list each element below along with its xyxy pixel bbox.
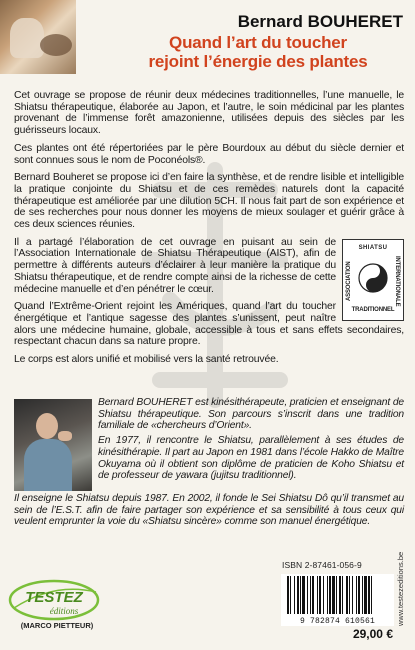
barcode-bar (364, 576, 367, 614)
bio-paragraph: Il enseigne le Shiatsu depuis 1987. En 2002, il fonde le Sei Shiatsu Dô qu’il transmet au sein de l’E.S.T. afin de faire partager son expérience et sa sensibilité à tous ceux qui veulent emprunter la voie du «Shiatsu sincère» comme son manuel énergétique. (14, 493, 404, 528)
author-hand (58, 431, 72, 441)
barcode-bar (323, 576, 324, 614)
association-logo (342, 239, 404, 321)
barcode-bars (287, 576, 388, 614)
barcode-bar (329, 576, 331, 614)
barcode-bar (346, 576, 348, 614)
barcode-bar (362, 576, 363, 614)
barcode-bar (319, 576, 321, 614)
description-paragraph: Ces plantes ont été répertoriées par le père Bourdoux au début du siècle dernier et sont connues sous le nom de Poconéols®. (14, 142, 404, 166)
publisher-logo-sub: éditions (49, 606, 79, 616)
barcode-bar (332, 576, 335, 614)
publisher-note: (MARCO PIETTEUR) (20, 621, 94, 630)
isbn: ISBN 2-87461-056-9 (282, 560, 362, 570)
publisher-logo-main: TESTEZ (25, 589, 83, 606)
barcode-bar (300, 576, 301, 614)
barcode-bar (349, 576, 350, 614)
barcode-bar (327, 576, 328, 614)
logo-text-left: ASSOCIATION (346, 260, 352, 301)
author-name: Bernard BOUHERET (237, 12, 403, 31)
description (14, 90, 404, 372)
description-paragraph: Bernard Bouheret se propose ici d’en faire la synthèse, et de rendre lisible et intelligible la pratique conjointe du Shiatsu et de ces remèdes naturels dont la capacité thérapeutique est améliorée par une dilution 5CH. Il nous fait part de son expérience et de ses recherches pour nous donner les moyens de mieux soulager et guérir grâce à ces deux sciences réunies. (14, 172, 404, 231)
publisher-website: www.testezeditions.be (396, 551, 405, 627)
barcode-bar (287, 576, 289, 614)
book-title (108, 33, 408, 71)
title-line-2: rejoint l’énergie des plantes (148, 52, 368, 71)
barcode-bar (358, 576, 360, 614)
barcode-bar (312, 576, 314, 614)
patient-figure (10, 18, 44, 58)
bio-paragraph: En 1977, il rencontre le Shiatsu, parallèlement à ses études de kinésithérapie. Il part au Japon en 1981 dans l’école Hakko de Maître Okuyama où il obtient son diplôme de praticien de Koho Shiatsu et de professeur de yawara (jujitsu traditionnel). (98, 435, 404, 482)
logo-text-right: INTERNATIONALE (394, 255, 400, 306)
author-photo (14, 399, 92, 491)
description-paragraph: Le corps est alors unifié et mobilisé vers la santé retrouvée. (14, 354, 279, 366)
logo-text-bottom: TRADITIONNEL (351, 307, 395, 314)
description-paragraph: Cet ouvrage se propose de réunir deux médecines traditionnelles, l’une manuelle, le Shiatsu thérapeutique, élaborée au Japon, et l’autre, le soin médicinal par les plantes provenant de l’immense forêt amazonienne, utilisées depuis des siècles par les guérisseurs locaux. (14, 90, 404, 137)
price: 29,00 € (352, 627, 393, 641)
description-paragraph: Il a partagé l’élaboration de cet ouvrage en puisant au sein de l’Association Internationale de Shiatsu Thérapeutique (AIST), afin de permettre à différents auteurs d’éclairer à leur manière la pratique du Shiatsu thérapeutique, et de rendre compte ainsi de la richesse de cette médecine manuelle et d’en pénétrer le cœur. (14, 236, 336, 295)
barcode-bar (356, 576, 357, 614)
publisher-logo (8, 578, 100, 622)
barcode-bar (317, 576, 318, 614)
barcode-bar (290, 576, 291, 614)
practitioner-figure (40, 34, 72, 56)
author-head (36, 413, 58, 439)
barcode-number: 9 782874 610561 (299, 617, 375, 626)
barcode-bar (307, 576, 308, 614)
description-paragraph: Quand l’Extrême-Orient rejoint les Amériques, quand l’art du toucher énergétique et l’antique sagesse des plantes s’unissent, peut naître alors une médecine humaine, globale, accessible à tous et sans effets secondaires, respectant chacun dans sa nature propre. (14, 301, 404, 348)
bio-paragraph: Bernard BOUHERET est kinésithérapeute, praticien et enseignant de Shiatsu thérapeutique. Son parcours s’inscrit dans une tradition familiale de «chercheurs d’Orient». (98, 397, 404, 432)
barcode-bar (294, 576, 295, 614)
barcode (281, 574, 394, 626)
barcode-bar (310, 576, 311, 614)
shiatsu-photo (0, 0, 76, 74)
barcode-bar (352, 576, 353, 614)
barcode-bar (302, 576, 305, 614)
barcode-bar (339, 576, 341, 614)
barcode-bar (297, 576, 299, 614)
author-bio (14, 397, 404, 531)
barcode-bar (336, 576, 337, 614)
title-line-1: Quand l’art du toucher (169, 33, 347, 52)
barcode-bar (368, 576, 370, 614)
barcode-bar (342, 576, 343, 614)
author-torso (24, 439, 72, 491)
yin-yang-icon (357, 262, 389, 294)
logo-text-top: SHIATSU (358, 244, 388, 251)
barcode-bar (371, 576, 372, 614)
